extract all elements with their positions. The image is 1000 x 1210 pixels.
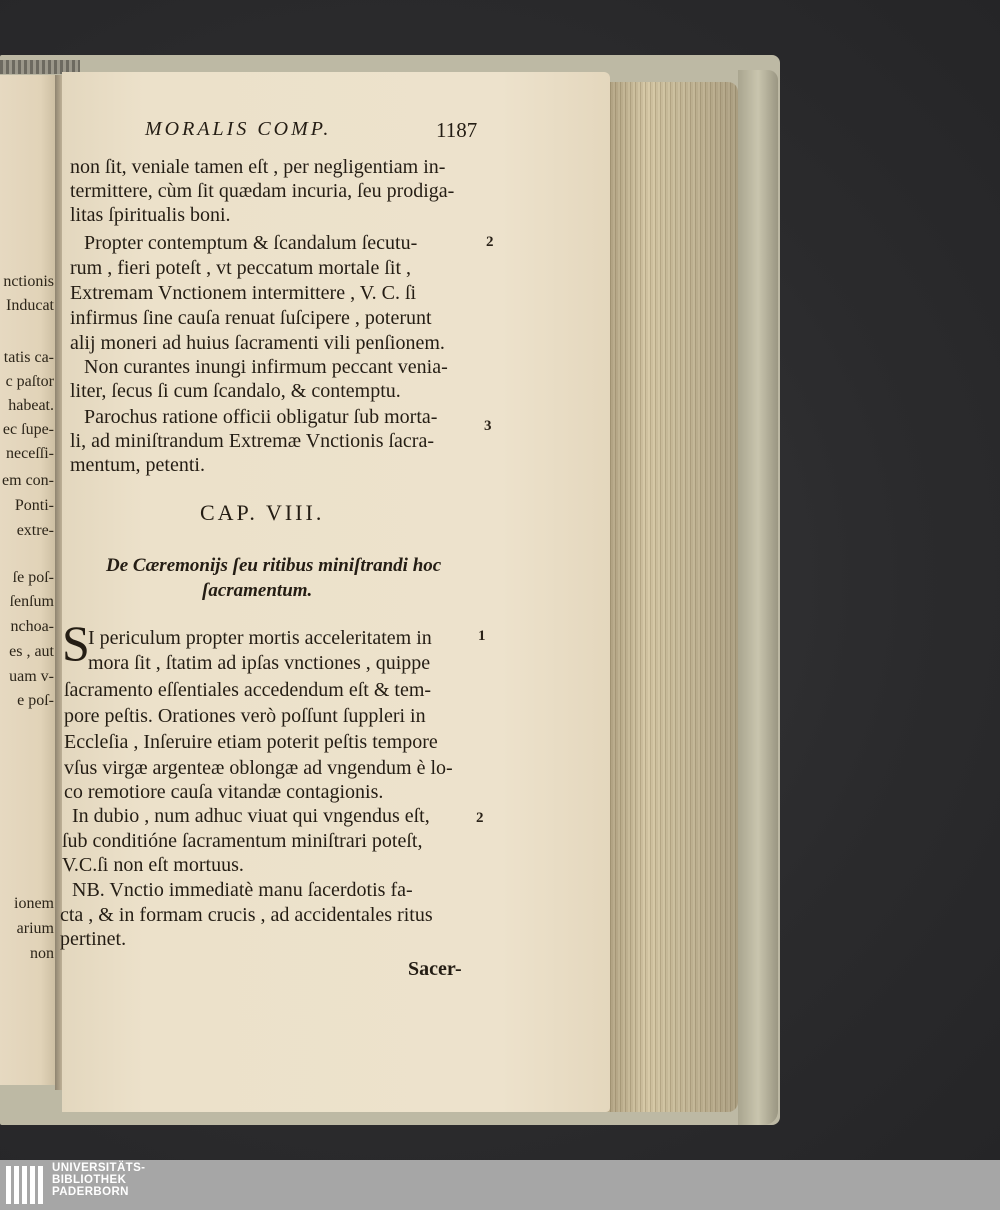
text-line: V.C.ſi non eſt mortuus. [62,854,244,876]
left-fragment: Inducat [6,297,54,314]
text-line: NB. Vnctio immediatè manu ſacerdotis fa- [72,879,413,901]
text-line: litas ſpiritualis boni. [70,204,231,226]
text-line: Parochus ratione officii obligatur ſub morta- [84,406,438,428]
cover-edge [738,70,778,1125]
text-line: liter, ſecus ſi cum ſcandalo, & contemptu. [70,380,401,402]
footer-line: BIBLIOTHEK [52,1174,127,1186]
drop-capital: S [62,615,90,671]
margin-note: 3 [484,418,492,434]
text-line: ſacramento eſſentiales accedendum eſt & tem- [64,679,432,701]
footer-bar [0,1160,1000,1210]
chapter-subtitle: De Cæremonijs ſeu ritibus miniſtrandi hoc [106,555,442,576]
text-line: Non curantes inungi infirmum peccant venia- [84,356,448,378]
footer-line: UNIVERSITÄTS- [52,1162,146,1174]
text-line: Propter contemptum & ſcandalum ſecutu- [84,232,418,254]
chapter-subtitle: ſacramentum. [202,580,313,601]
left-fragment: ec ſupe- [2,421,54,438]
text-line: alij moneri ad huius ſacramenti vili penſionem. [70,332,445,354]
left-fragment: non [30,945,54,962]
text-line: infirmus ſine cauſa renuat ſuſcipere , poterunt [70,307,432,329]
text-line: ſub conditióne ſacramentum miniſtrari poteſt, [62,830,423,852]
text-line: Extremam Vnctionem intermittere , V. C. ſi [70,282,417,304]
left-fragment: tatis ca- [3,349,54,366]
text-line: co remotiore cauſa vitandæ contagionis. [64,781,384,803]
catchword: Sacer- [408,958,462,980]
left-fragment: ſenſum [9,593,54,610]
left-fragment: habeat. [8,397,54,414]
left-fragment: neceſſi- [6,445,54,462]
text-line: li, ad miniſtrandum Extremæ Vnctionis ſacra- [70,430,434,452]
left-fragment: ſe poſ- [12,569,54,586]
margin-note: 2 [486,234,494,250]
text-line: mora ſit , ſtatim ad ipſas vnctiones , quippe [88,652,431,674]
left-fragment: uam v- [9,668,54,685]
left-fragment: em con- [2,472,54,489]
right-page [62,72,610,1112]
text-line: pore peſtis. Orationes verò poſſunt ſuppleri in [64,705,426,727]
text-line: vſus virgæ argenteæ oblongæ ad vngendum è lo- [64,757,453,779]
left-fragment: ionem [14,895,54,912]
text-line: non ſit, veniale tamen eſt , per negligentiam in- [70,156,446,178]
text-line: pertinet. [60,928,127,950]
left-fragment: es , aut [9,643,54,660]
left-fragment: arium [16,920,54,937]
margin-note: 2 [476,810,484,826]
text-line: mentum, petenti. [70,454,205,476]
chapter-heading: CAP. VIII. [200,500,325,525]
running-head: MORALIS COMP. [145,118,332,140]
university-library-logo-icon [4,1162,48,1208]
text-line: rum , fieri poteſt , vt peccatum mortale ſit , [70,257,412,279]
page-block-shade [598,82,738,1112]
footer-institution [52,1162,145,1198]
left-fragment: e poſ- [17,692,54,709]
page-number: 1187 [436,118,478,142]
margin-note: 1 [478,628,486,644]
left-fragment: nchoa- [10,618,54,635]
text-line: termittere, cùm ſit quædam incuria, ſeu prodiga- [70,180,455,202]
left-fragment: c paſtor [5,373,54,390]
left-fragment: extre- [16,522,54,539]
text-line: I periculum propter mortis acceleritatem in [88,627,432,649]
left-page [0,75,58,1085]
text-line: Eccleſia , Inſeruire etiam poterit peſtis tempore [64,731,438,753]
text-line: cta , & in formam crucis , ad accidentales ritus [60,904,433,926]
left-fragment: nctionis [3,273,54,290]
left-fragment: Ponti- [14,497,54,514]
footer-line: PADERBORN [52,1186,129,1198]
text-line: In dubio , num adhuc viuat qui vngendus eſt, [72,805,430,827]
